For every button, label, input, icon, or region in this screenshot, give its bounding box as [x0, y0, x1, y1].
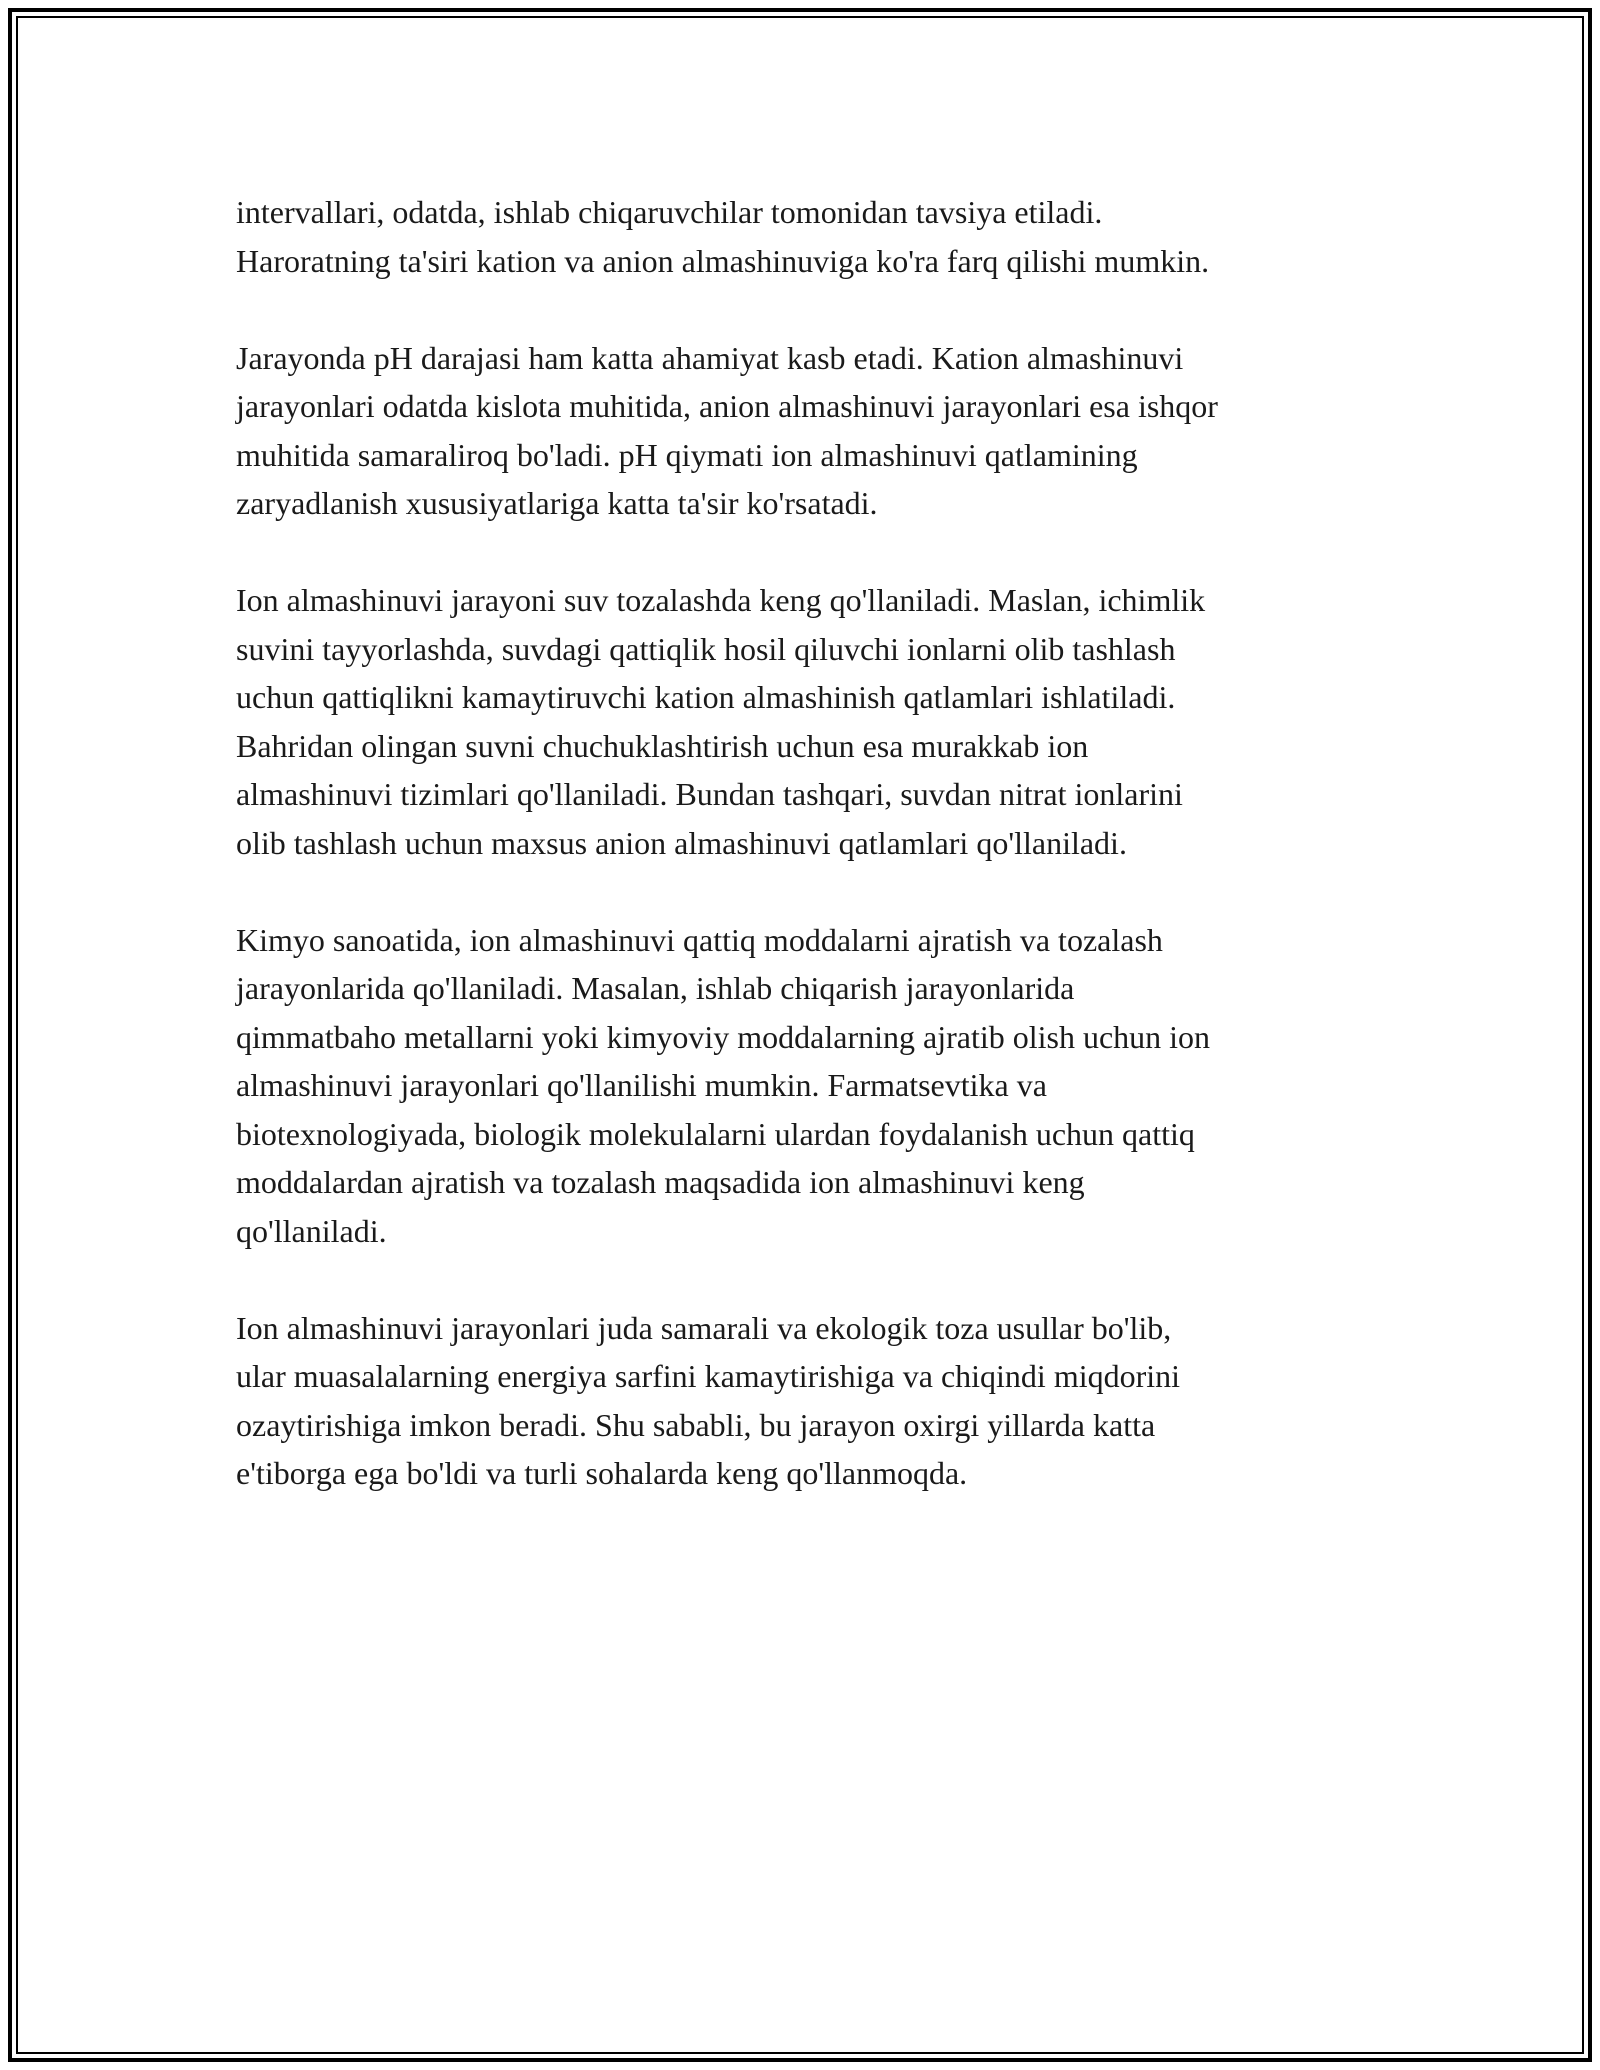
text-line: Haroratning ta'siri kation va anion almashinuviga ko'ra farq qilishi mumkin.: [236, 242, 1210, 279]
text-line: ozaytirishiga imkon beradi. Shu sababli, bu jarayon oxirgi yillarda katta: [236, 1406, 1156, 1443]
text-line: Kimyo sanoatida, ion almashinuvi qattiq moddalarni ajratish va tozalash: [236, 921, 1163, 958]
text-line: almashinuvi jarayonlari qo'llanilishi mumkin. Farmatsevtika va: [236, 1067, 1047, 1103]
text-line: uchun qattiqlikni kamaytiruvchi kation almashinish qatlamlari ishlatiladi.: [236, 679, 1176, 715]
text-line: biotexnologiyada, biologik molekulalarni ulardan foydalanish uchun qattiq: [236, 1115, 1195, 1152]
text-line: intervallari, odatda, ishlab chiqaruvchilar tomonidan tavsiya etiladi.: [236, 194, 1103, 230]
text-line: zaryadlanish xususiyatlariga katta ta'sir ko'rsatadi.: [236, 485, 878, 521]
document-body: [236, 188, 1376, 1546]
text-line: Bahridan olingan suvni chuchuklashtirish uchun esa murakkab ion: [236, 727, 1089, 764]
paragraph: [236, 1304, 1376, 1498]
text-line: muhitida samaraliroq bo'ladi. pH qiymati ion almashinuvi qatlamining: [236, 436, 1138, 473]
text-line: olib tashlash uchun maxsus anion almashinuvi qatlamlari qo'llaniladi.: [236, 824, 1127, 861]
text-line: moddalardan ajratish va tozalash maqsadida ion almashinuvi keng: [236, 1164, 1085, 1200]
text-line: almashinuvi tizimlari qo'llaniladi. Bundan tashqari, suvdan nitrat ionlarini: [236, 776, 1183, 812]
text-line: Ion almashinuvi jarayonlari juda samarali va ekologik toza usullar bo'lib,: [236, 1309, 1172, 1346]
paragraph: [236, 188, 1376, 285]
paragraph: [236, 576, 1376, 867]
text-line: e'tiborga ega bo'ldi va turli sohalarda keng qo'llanmoqda.: [236, 1455, 968, 1491]
text-line: Ion almashinuvi jarayoni suv tozalashda keng qo'llaniladi. Maslan, ichimlik: [236, 582, 1206, 618]
paragraph: [236, 334, 1376, 528]
text-line: suvini tayyorlashda, suvdagi qattiqlik hosil qiluvchi ionlarni olib tashlash: [236, 630, 1176, 667]
text-line: Jarayonda pH darajasi ham katta ahamiyat kasb etadi. Kation almashinuvi: [236, 339, 1184, 376]
text-line: jarayonlarida qo'llaniladi. Masalan, ishlab chiqarish jarayonlarida: [236, 970, 1075, 1006]
text-line: jarayonlari odatda kislota muhitida, anion almashinuvi jarayonlari esa ishqor: [236, 388, 1218, 424]
text-line: ular muasalalarning energiya sarfini kamaytirishiga va chiqindi miqdorini: [236, 1358, 1181, 1394]
text-line: qo'llaniladi.: [236, 1212, 387, 1249]
paragraph: [236, 916, 1376, 1256]
text-line: qimmatbaho metallarni yoki kimyoviy moddalarning ajratib olish uchun ion: [236, 1018, 1211, 1055]
